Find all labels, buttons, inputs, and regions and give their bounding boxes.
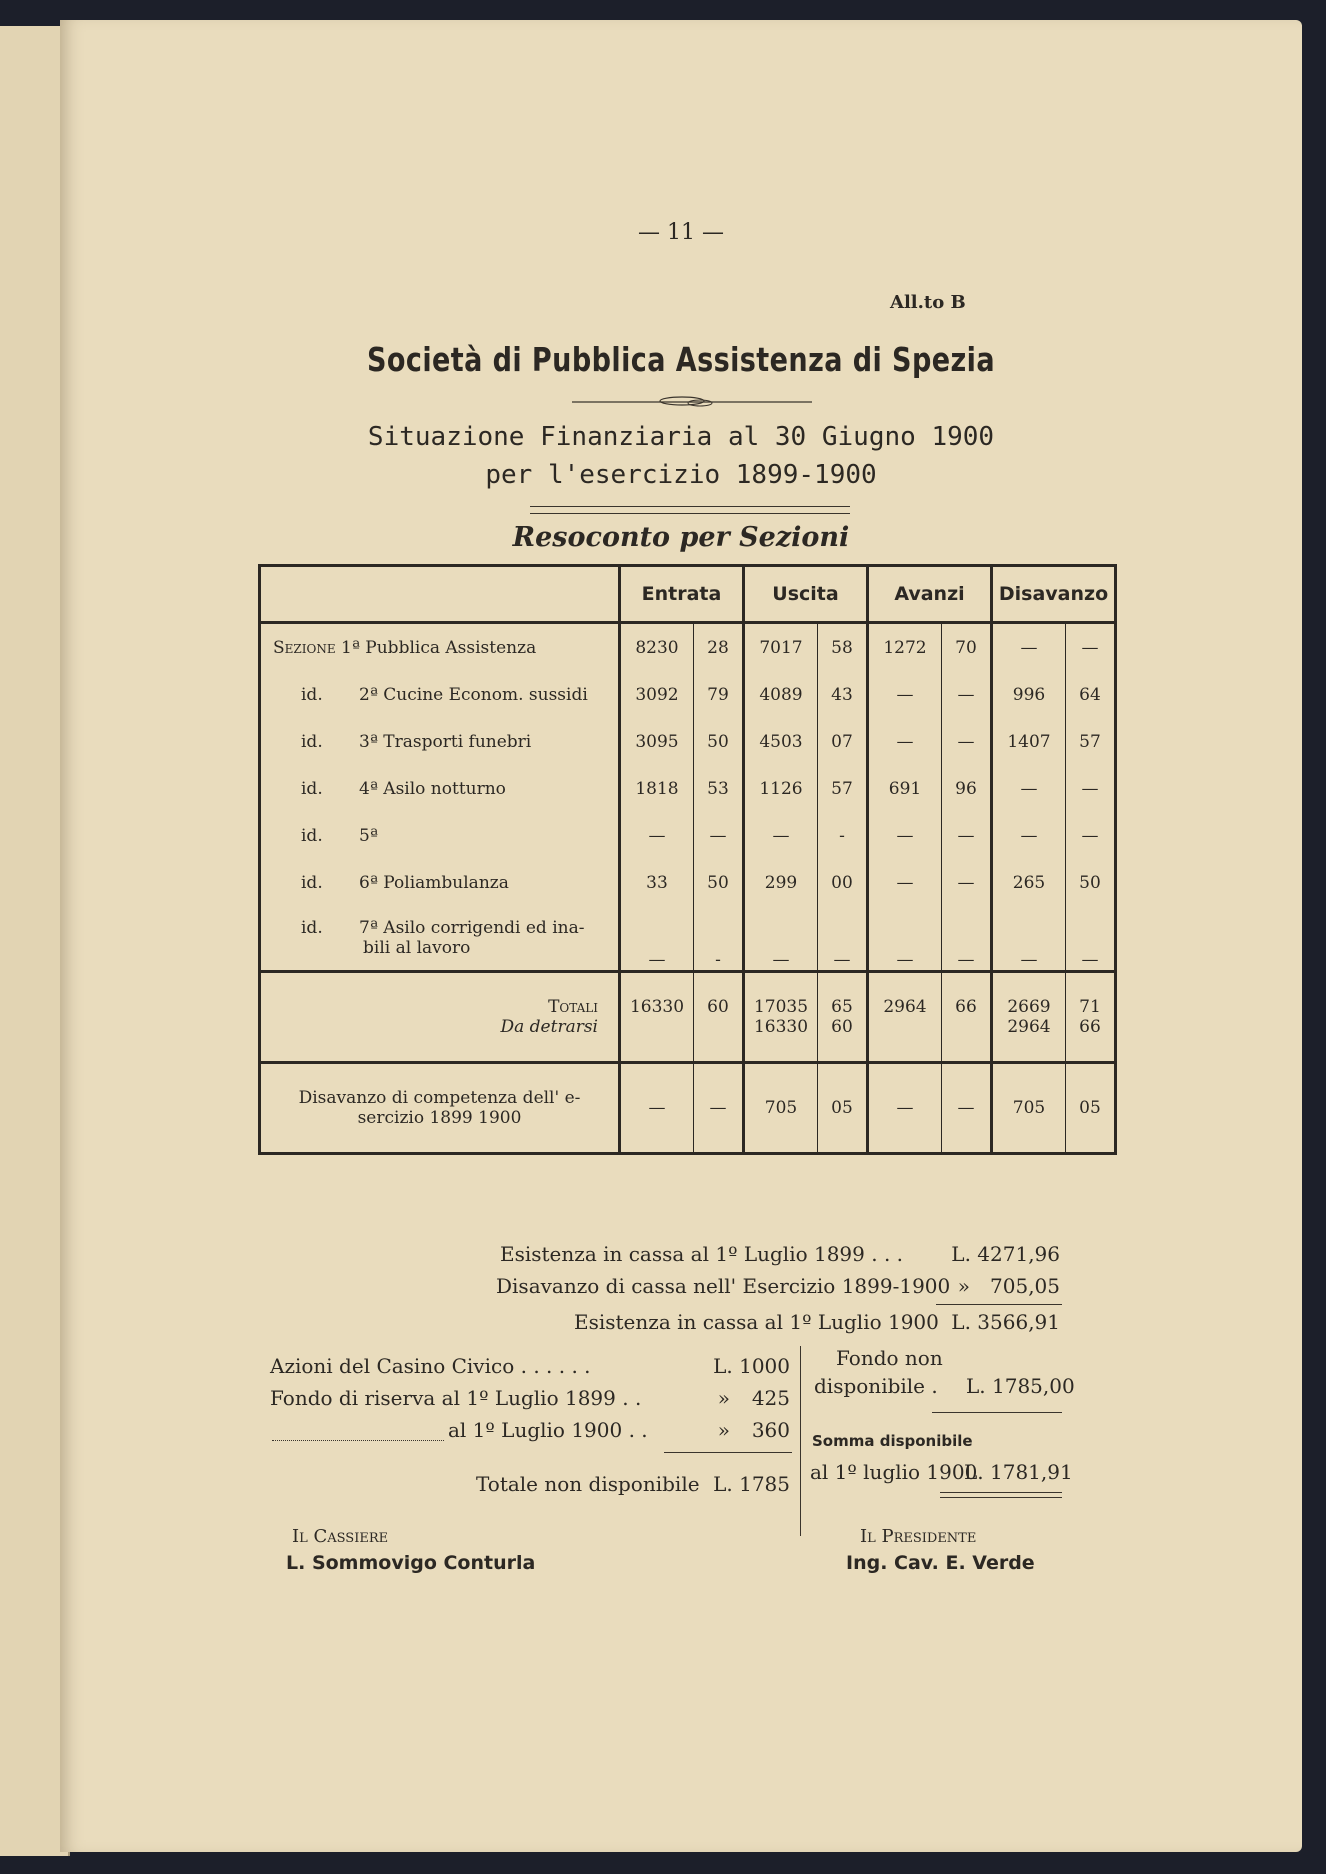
fondi-value: L. 1785 (713, 1472, 790, 1496)
cell-entrata-cent: — (694, 1063, 744, 1154)
row-label: 7ª Asilo corrigendi ed ina- (359, 918, 585, 938)
cell-avanzi: — (868, 812, 942, 859)
cell-disavanzo-cent: — (1066, 623, 1116, 672)
row-id: id. (301, 731, 323, 752)
cassa-esistenza-1900 (574, 1310, 1060, 1334)
header-uscita: Uscita (744, 566, 868, 623)
cell-disavanzo-cent: 64 (1066, 671, 1116, 718)
cell-uscita-cent: 57 (818, 765, 868, 812)
fondi-value: 425 (751, 1386, 790, 1410)
cell-uscita-cent: 43 (818, 671, 868, 718)
cell-disavanzo: 996 (992, 671, 1066, 718)
row-id: Sezione (273, 637, 336, 658)
fondi-label: Fondo di riserva al 1º Luglio 1899 . . (270, 1386, 642, 1410)
row-label: 3ª Trasporti funebri (359, 731, 532, 752)
rule (932, 1412, 1062, 1413)
cell-avanzi: — (868, 906, 942, 972)
cell-entrata: — (620, 906, 694, 972)
table-header-row (260, 566, 1116, 623)
table-row (260, 623, 1116, 672)
cell-entrata-cent: 50 (694, 718, 744, 765)
fondi-azioni (270, 1354, 790, 1378)
table-row (260, 765, 1116, 812)
cassa-disavanzo (496, 1274, 1060, 1298)
totale-disavanzo: 2669 (1007, 997, 1051, 1017)
cell-uscita: — (744, 812, 818, 859)
fondi-label: Azioni del Casino Civico . . . . . . (270, 1354, 591, 1378)
row-id: id. (301, 684, 323, 705)
cassa-esistenza-1899 (500, 1242, 1060, 1266)
cell-disavanzo: 265 (992, 859, 1066, 906)
cell-entrata: 8230 (620, 623, 694, 672)
cell-disavanzo: 1407 (992, 718, 1066, 765)
cell-uscita: 299 (744, 859, 818, 906)
cell-disavanzo: — (992, 623, 1066, 672)
disavanzo-label-1: Disavanzo di competenza dell' e- (298, 1088, 581, 1108)
cell-disavanzo: — (992, 906, 1066, 972)
fondo-non-line-2: disponibile . (814, 1374, 938, 1398)
cell-avanzi: 1272 (868, 623, 942, 672)
presidente-title: Il Presidente (860, 1526, 977, 1547)
somma-label: Somma disponibile (812, 1432, 973, 1450)
totale-avanzi: 2964 (883, 997, 927, 1017)
cell-disavanzo: — (992, 765, 1066, 812)
totale-entrata: 16330 (629, 997, 685, 1017)
cassa-label: Disavanzo di cassa nell' Esercizio 1899-1900 (496, 1274, 951, 1298)
subtitle-line-2: per l'esercizio 1899-1900 (485, 460, 877, 490)
cell-disavanzo-cent: — (1066, 765, 1116, 812)
somma-line: al 1º luglio 1900 (810, 1460, 978, 1484)
totale-uscita: 17035 (753, 997, 809, 1017)
cell-avanzi: — (868, 671, 942, 718)
cell-avanzi-cent: — (942, 906, 992, 972)
allegato-label: All.to B (890, 292, 966, 313)
row-label: 5ª (359, 825, 378, 846)
document-page (60, 20, 1302, 1852)
cell-entrata-cent: 53 (694, 765, 744, 812)
row-id: id. (301, 918, 323, 938)
cassa-label: Esistenza in cassa al 1º Luglio 1899 . . . (500, 1242, 904, 1266)
fondi-riserva-1899 (270, 1386, 790, 1410)
disavanzo-label-2: sercizio 1899 1900 (357, 1108, 522, 1128)
cell-uscita-cent: — (818, 906, 868, 972)
cassa-value: L. 4271,96 (951, 1242, 1060, 1266)
page-title: Società di Pubblica Assistenza di Spezia (366, 340, 996, 379)
detrarsi-uscita: 16330 (753, 1017, 809, 1037)
cell-entrata: 3095 (620, 718, 694, 765)
ditto-mark: » (717, 1418, 730, 1442)
fondi-label: Totale non disponibile (476, 1472, 700, 1496)
totali-label: Totali (548, 997, 598, 1017)
cassa-value: 705,05 (990, 1274, 1060, 1298)
cell-entrata-cent: — (694, 812, 744, 859)
totale-entrata-cent: 60 (707, 997, 729, 1017)
cell-entrata: 3092 (620, 671, 694, 718)
cell-entrata-cent: 79 (694, 671, 744, 718)
cell-entrata-cent: 28 (694, 623, 744, 672)
header-entrata: Entrata (620, 566, 744, 623)
table-row (260, 718, 1116, 765)
row-label: 1ª Pubblica Assistenza (341, 637, 537, 658)
cell-disavanzo: 705 (992, 1063, 1066, 1154)
fondi-riserva-1900 (448, 1418, 790, 1442)
cell-uscita: 7017 (744, 623, 818, 672)
fondi-label: al 1º Luglio 1900 . . (448, 1418, 648, 1442)
detrarsi-uscita-cent: 60 (831, 1017, 853, 1037)
cell-uscita: 705 (744, 1063, 818, 1154)
header-disavanzo: Disavanzo (992, 566, 1116, 623)
cell-disavanzo-cent: — (1066, 906, 1116, 972)
row-id: id. (301, 872, 323, 893)
ditto-mark: » (717, 1386, 730, 1410)
cell-uscita: 1126 (744, 765, 818, 812)
double-rule-somma (940, 1492, 1062, 1498)
row-label: 2ª Cucine Econom. sussidi (359, 684, 588, 705)
cell-avanzi: — (868, 1063, 942, 1154)
cell-uscita: 4089 (744, 671, 818, 718)
rule (664, 1452, 792, 1453)
header-avanzi: Avanzi (868, 566, 992, 623)
totale-uscita-cent: 65 (831, 997, 853, 1017)
fondi-value: 360 (751, 1418, 790, 1442)
cell-entrata: — (620, 1063, 694, 1154)
totali-row (260, 972, 1116, 1063)
subtitle-line-1: Situazione Finanziaria al 30 Giugno 1900 (367, 422, 995, 452)
cassiere-name: L. Sommovigo Conturla (286, 1552, 536, 1574)
cell-avanzi: — (868, 718, 942, 765)
cell-avanzi-cent: — (942, 718, 992, 765)
table-row (260, 671, 1116, 718)
cell-uscita-cent: - (818, 812, 868, 859)
fondo-non-value: L. 1785,00 (966, 1374, 1075, 1398)
disavanzo-row (260, 1063, 1116, 1154)
row-id: id. (301, 825, 323, 846)
cell-avanzi-cent: — (942, 1063, 992, 1154)
dotted-leader (272, 1440, 444, 1441)
totale-disavanzo-cent: 71 (1079, 997, 1101, 1017)
fondi-value: L. 1000 (713, 1354, 790, 1378)
detrarsi-disavanzo-cent: 66 (1079, 1017, 1101, 1037)
cassiere-title: Il Cassiere (292, 1526, 389, 1547)
cell-entrata: 1818 (620, 765, 694, 812)
cassa-label: Esistenza in cassa al 1º Luglio 1900 (574, 1310, 939, 1334)
table-row (260, 859, 1116, 906)
presidente-name: Ing. Cav. E. Verde (846, 1552, 1035, 1574)
cell-uscita: 4503 (744, 718, 818, 765)
table-row (260, 812, 1116, 859)
cell-disavanzo-cent: — (1066, 812, 1116, 859)
row-label: 6ª Poliambulanza (359, 872, 509, 893)
cell-entrata-cent: - (694, 906, 744, 972)
cell-avanzi-cent: 96 (942, 765, 992, 812)
cell-avanzi-cent: — (942, 812, 992, 859)
row-label: 4ª Asilo notturno (359, 778, 506, 799)
cassa-value: L. 3566,91 (951, 1310, 1060, 1334)
cell-avanzi-cent: — (942, 859, 992, 906)
cell-entrata-cent: 50 (694, 859, 744, 906)
somma-value: L. 1781,91 (964, 1460, 1073, 1484)
ornament-divider (572, 392, 812, 412)
totale-avanzi-cent: 66 (955, 997, 977, 1017)
detrarsi-disavanzo: 2964 (1007, 1017, 1051, 1037)
rule (936, 1304, 1062, 1305)
sezioni-table (258, 564, 1117, 1155)
cell-disavanzo: — (992, 812, 1066, 859)
double-rule (530, 506, 850, 514)
bracket (800, 1346, 811, 1536)
cell-avanzi: 691 (868, 765, 942, 812)
cell-uscita-cent: 07 (818, 718, 868, 765)
cell-disavanzo-cent: 05 (1066, 1063, 1116, 1154)
cell-avanzi: — (868, 859, 942, 906)
row-id: id. (301, 778, 323, 799)
cell-uscita: — (744, 906, 818, 972)
cell-entrata: — (620, 812, 694, 859)
section-title: Resoconto per Sezioni (512, 522, 850, 553)
ditto-mark: » (957, 1274, 970, 1298)
cell-uscita-cent: 05 (818, 1063, 868, 1154)
cell-disavanzo-cent: 57 (1066, 718, 1116, 765)
cell-entrata: 33 (620, 859, 694, 906)
row-label-cont: bili al lavoro (363, 938, 471, 958)
cell-disavanzo-cent: 50 (1066, 859, 1116, 906)
table-row (260, 906, 1116, 972)
cell-uscita-cent: 00 (818, 859, 868, 906)
cell-avanzi-cent: — (942, 671, 992, 718)
page-number: — 11 — (638, 220, 724, 245)
fondi-totale (476, 1472, 790, 1496)
cell-uscita-cent: 58 (818, 623, 868, 672)
da-detrarsi-label: Da detrarsi (500, 1017, 598, 1037)
fondo-non-line-1: Fondo non (836, 1346, 943, 1370)
cell-avanzi-cent: 70 (942, 623, 992, 672)
